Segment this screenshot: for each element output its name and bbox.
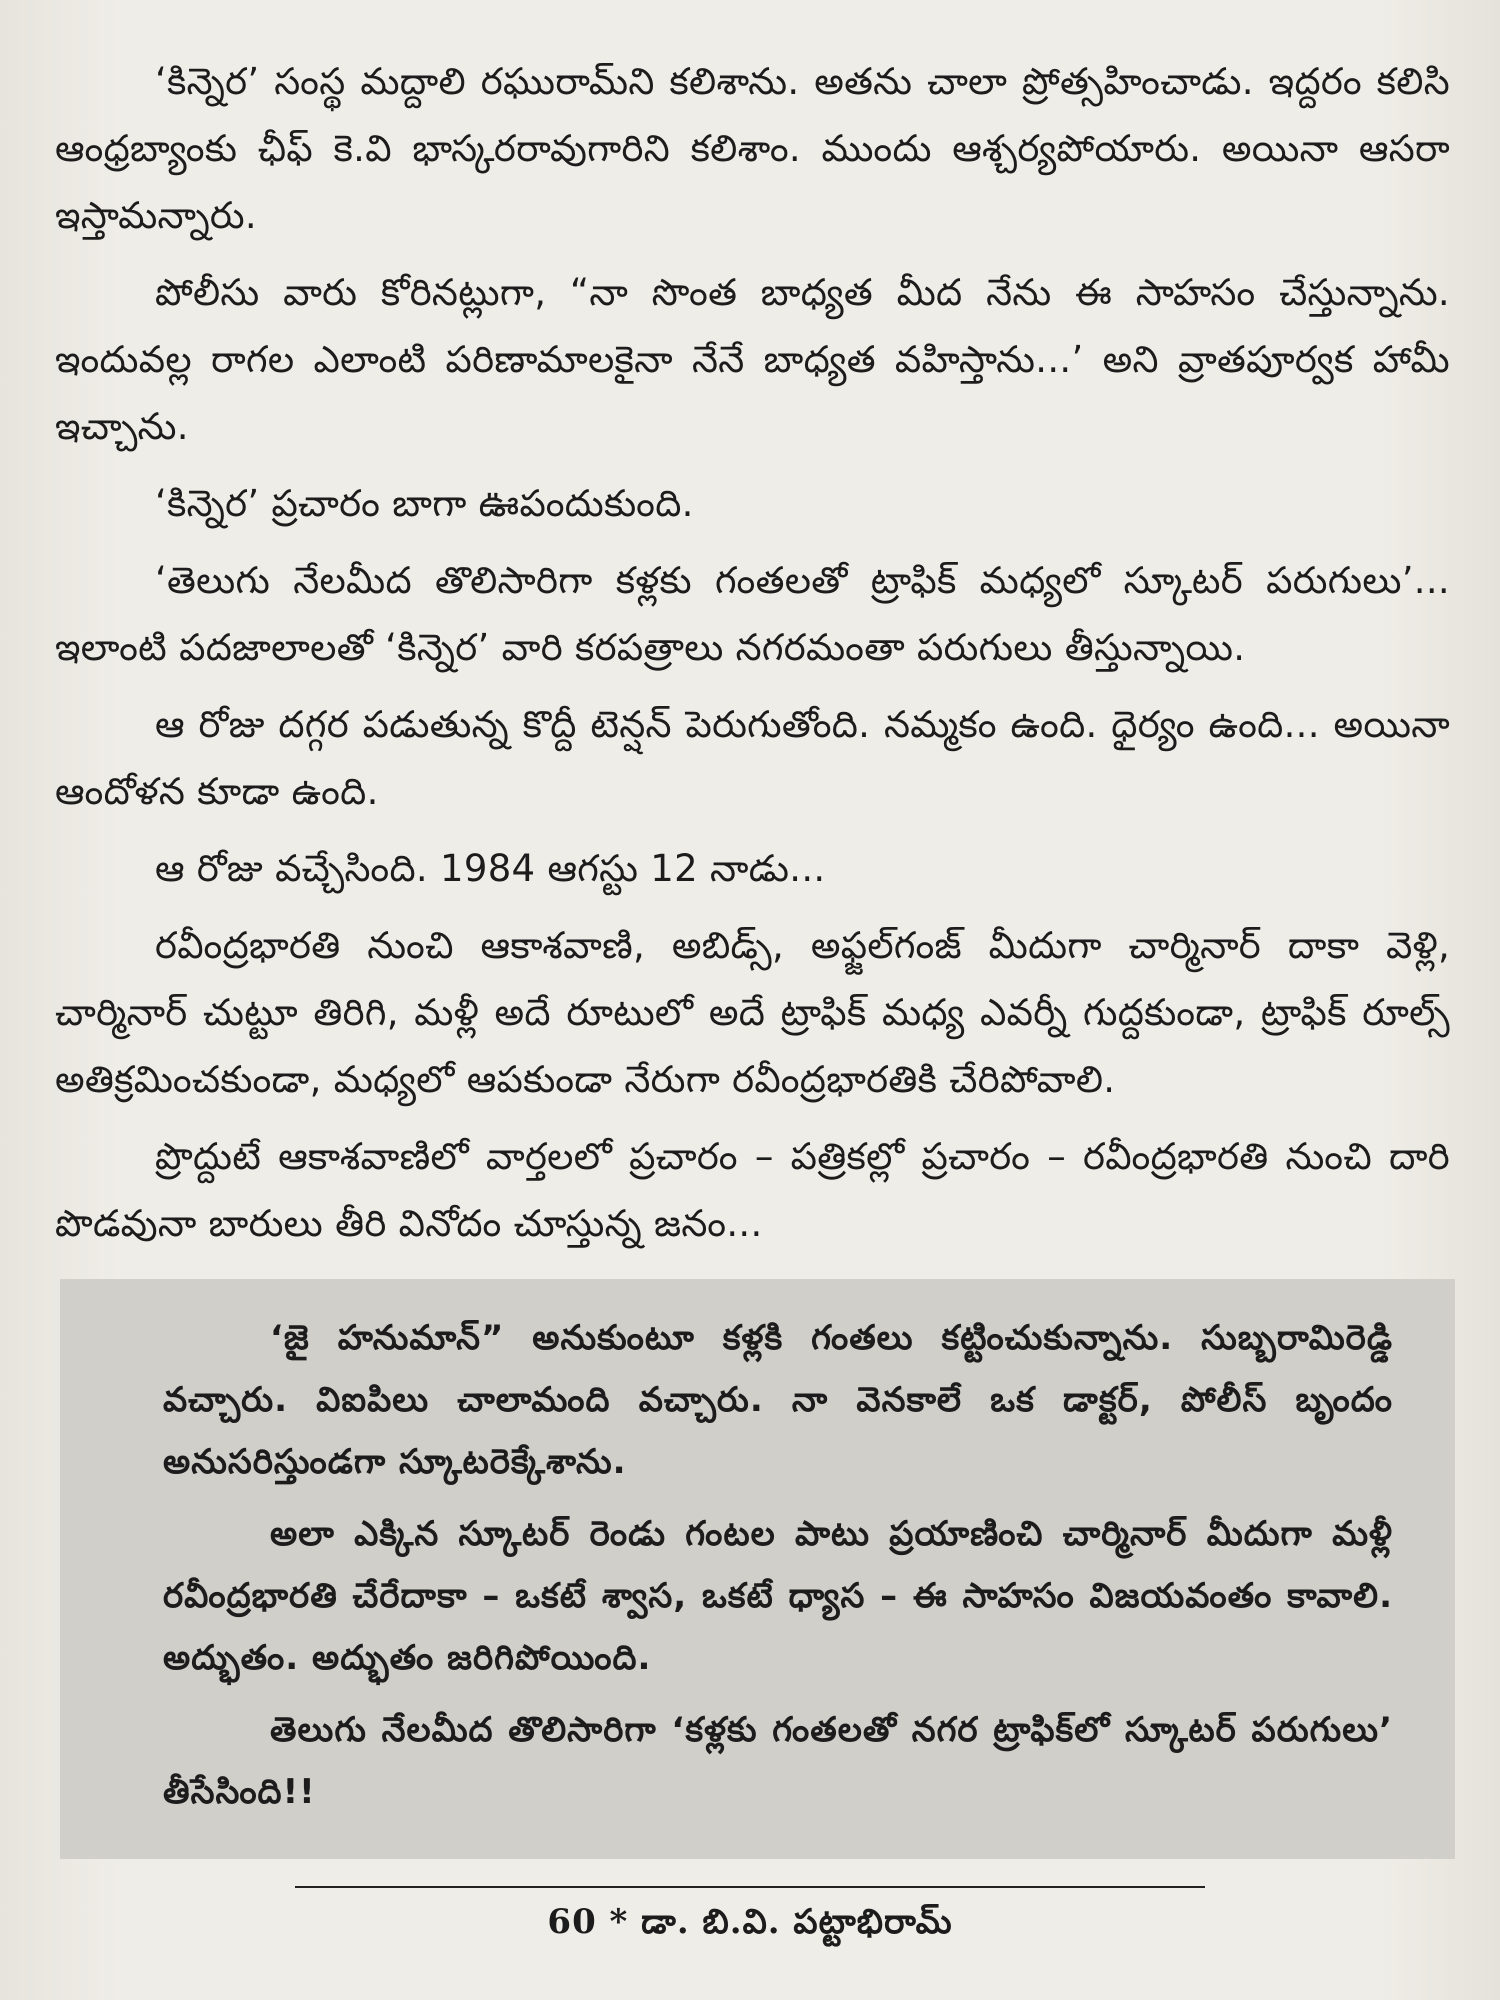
paragraph: ‘తెలుగు నేలమీద తొలిసారిగా కళ్లకు గంతలతో ట్రాఫిక్ మధ్యలో స్కూటర్ పరుగులు’... ఇలాంటి పదజాలాలతో ‘కిన్నెర’ వారి కరపత్రాలు నగరమంతా పరుగులు తీస్తున్నాయి. bbox=[55, 559, 1450, 669]
footer-divider bbox=[295, 1886, 1205, 1888]
paragraph: ఆ రోజు దగ్గర పడుతున్న కొద్దీ టెన్షన్ పెరుగుతోంది. నమ్మకం ఉంది. ధైర్యం ఉంది... అయినా ఆందోళన కూడా ఉంది. bbox=[55, 703, 1450, 813]
box-paragraph: ‘జై హనుమాన్” అనుకుంటూ కళ్లకి గంతలు కట్టించుకున్నాను. సుబ్బరామిరెడ్డి వచ్చారు. విఐపిలు చాలామంది వచ్చారు. నా వెనకాలే ఒక డాక్టర్, పోలీస్ బృందం అనుసరిస్తుండగా స్కూటరెక్కేశాను. bbox=[163, 1318, 1393, 1482]
paragraph: ‘కిన్నెర’ సంస్థ మద్దాలి రఘురామ్‌ని కలిశాను. అతను చాలా ప్రోత్సహించాడు. ఇద్దరం కలిసి ఆంధ్రబ్యాంకు ఛీఫ్ కె.వి భాస్కరరావుగారిని కలిశాం. ముందు ఆశ్చర్యపోయారు. అయినా ఆసరా ఇస్తామన్నారు. bbox=[55, 60, 1450, 237]
box-paragraph: అలా ఎక్కిన స్కూటర్ రెండు గంటల పాటు ప్రయాణించి చార్మినార్ మీదుగా మళ్లీ రవీంద్రభారతి చేరేదాకా – ఒకటే శ్వాస, ఒకటే ధ్యాస – ఈ సాహసం విజయవంతం కావాలి. అద్భుతం. అద్భుతం జరిగిపోయింది. bbox=[163, 1514, 1393, 1678]
paragraph: రవీంద్రభారతి నుంచి ఆకాశవాణి, అబిడ్స్, అఫ్జల్‌గంజ్ మీదుగా చార్మినార్ దాకా వెళ్లి, చార్మినార్ చుట్టూ తిరిగి, మళ్లీ అదే రూటులో అదే ట్రాఫిక్ మధ్య ఎవర్నీ గుద్దకుండా, ట్రాఫిక్ రూల్స్ అతిక్రమించకుండా, మధ్యలో ఆపకుండా నేరుగా రవీంద్రభారతికి చేరిపోవాలి. bbox=[55, 924, 1450, 1101]
paragraph: ‘కిన్నెర’ ప్రచారం బాగా ఊపందుకుంది. bbox=[155, 482, 694, 525]
body-text bbox=[55, 48, 1450, 1257]
box-paragraph: తెలుగు నేలమీద తొలిసారిగా ‘కళ్లకు గంతలతో నగర ట్రాఫిక్‌లో స్కూటర్ పరుగులు’ తీసేసింది!! bbox=[163, 1710, 1393, 1812]
highlight-box bbox=[60, 1279, 1455, 1859]
paragraph: పోలీసు వారు కోరినట్లుగా, “నా సొంత బాధ్యత మీద నేను ఈ సాహసం చేస్తున్నాను. ఇందువల్ల రాగల ఎలాంటి పరిణామాలకైనా నేనే బాధ్యత వహిస్తాను...’ అని వ్రాతపూర్వక హామీ ఇచ్చాను. bbox=[55, 271, 1450, 448]
paragraph: ఆ రోజు వచ్చేసింది. 1984 ఆగస్టు 12 నాడు... bbox=[155, 847, 826, 890]
page-number-author: 60 * డా. బి.వి. పట్టాభిరామ్ bbox=[547, 1902, 953, 1942]
paragraph: ప్రొద్దుటే ఆకాశవాణిలో వార్తలలో ప్రచారం – పత్రికల్లో ప్రచారం – రవీంద్రభారతి నుంచి దారి పొడవునా బారులు తీరి వినోదం చూస్తున్న జనం... bbox=[55, 1135, 1450, 1245]
page-footer bbox=[0, 1886, 1500, 1950]
